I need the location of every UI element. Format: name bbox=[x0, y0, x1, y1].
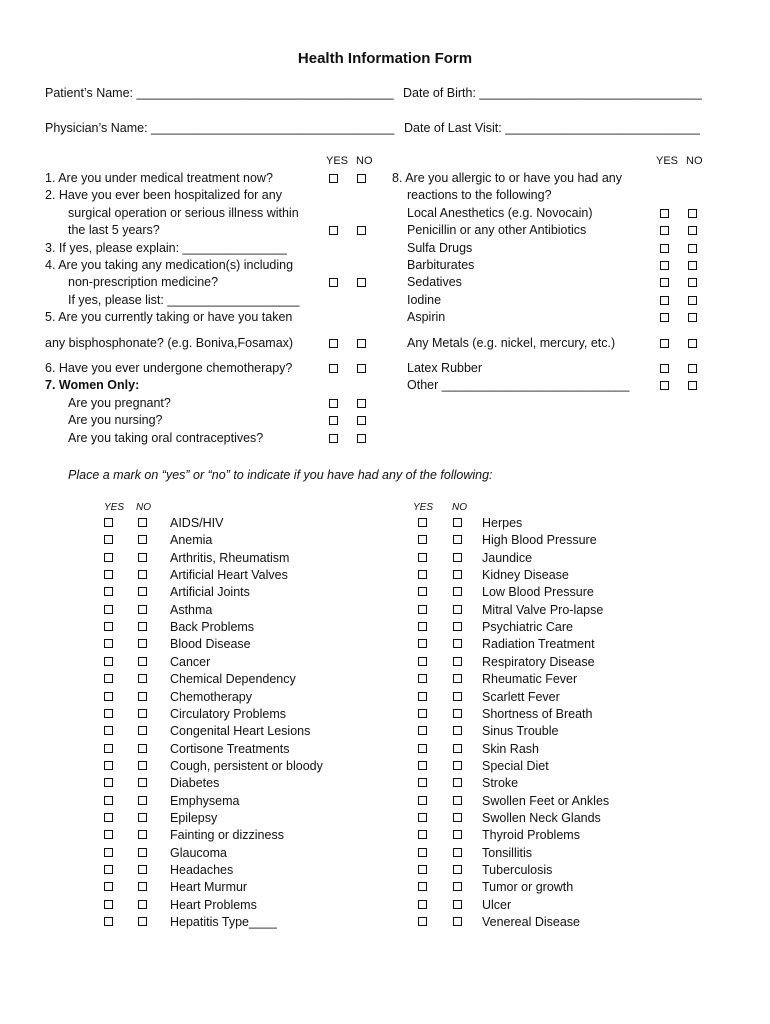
condition-yes-checkbox[interactable] bbox=[104, 553, 113, 562]
condition-yes-checkbox[interactable] bbox=[104, 622, 113, 631]
condition-label: Radiation Treatment bbox=[482, 637, 595, 652]
right-question-text: Sedatives bbox=[407, 275, 462, 290]
condition-no-checkbox[interactable] bbox=[453, 744, 462, 753]
condition-label: Shortness of Breath bbox=[482, 706, 593, 721]
condition-label: Asthma bbox=[170, 602, 213, 617]
condition-yes-checkbox[interactable] bbox=[104, 587, 113, 596]
left-no-checkbox[interactable] bbox=[357, 278, 366, 287]
left-question-text: 6. Have you ever undergone chemotherapy? bbox=[45, 361, 293, 375]
right-question-text: Penicillin or any other Antibiotics bbox=[407, 223, 587, 238]
right-no-checkbox[interactable] bbox=[688, 364, 697, 373]
left-no-checkbox[interactable] bbox=[357, 416, 366, 425]
condition-yes-checkbox[interactable] bbox=[104, 657, 113, 666]
right-yes-checkbox[interactable] bbox=[660, 261, 669, 270]
condition-label: Herpes bbox=[482, 516, 523, 530]
condition-yes-checkbox[interactable] bbox=[418, 622, 427, 631]
condition-no-checkbox[interactable] bbox=[453, 692, 462, 701]
condition-label: Venereal Disease bbox=[482, 915, 580, 930]
condition-label: Cough, persistent or bloody bbox=[170, 758, 323, 773]
condition-label: Glaucoma bbox=[170, 845, 227, 860]
condition-yes-checkbox[interactable] bbox=[418, 726, 427, 735]
condition-yes-checkbox[interactable] bbox=[104, 518, 113, 527]
right-yes-checkbox[interactable] bbox=[660, 296, 669, 305]
condition-yes-checkbox[interactable] bbox=[418, 813, 427, 822]
condition-yes-checkbox[interactable] bbox=[418, 796, 427, 805]
condition-yes-checkbox[interactable] bbox=[418, 605, 427, 614]
condition-no-checkbox[interactable] bbox=[138, 587, 147, 596]
condition-yes-checkbox[interactable] bbox=[104, 744, 113, 753]
left-no-checkbox[interactable] bbox=[357, 364, 366, 373]
yes-header-left: YES bbox=[326, 155, 349, 167]
right-question-text: Other ___________________________ bbox=[407, 378, 630, 393]
left-question-text: 7. Women Only: bbox=[45, 378, 140, 393]
condition-yes-checkbox[interactable] bbox=[418, 865, 427, 874]
dob-field[interactable]: Date of Birth: ________________________________ bbox=[403, 86, 702, 100]
condition-label: Jaundice bbox=[482, 550, 533, 565]
left-yes-checkbox[interactable] bbox=[329, 174, 338, 183]
right-no-checkbox[interactable] bbox=[688, 278, 697, 287]
condition-label: Emphysema bbox=[170, 793, 240, 808]
condition-label: Tonsillitis bbox=[482, 845, 533, 860]
left-no-checkbox[interactable] bbox=[357, 174, 366, 183]
condition-label: Ulcer bbox=[482, 897, 512, 912]
condition-yes-checkbox[interactable] bbox=[418, 570, 427, 579]
instruction-text: Place a mark on “yes” or “no” to indicate if you have had any of the following: bbox=[68, 468, 493, 482]
condition-yes-checkbox[interactable] bbox=[418, 553, 427, 562]
right-question-text: Aspirin bbox=[407, 310, 446, 325]
left-yes-checkbox[interactable] bbox=[329, 434, 338, 443]
right-yes-checkbox[interactable] bbox=[660, 364, 669, 373]
condition-no-checkbox[interactable] bbox=[138, 796, 147, 805]
condition-label: Mitral Valve Pro-lapse bbox=[482, 602, 604, 617]
condition-no-checkbox[interactable] bbox=[138, 865, 147, 874]
condition-yes-checkbox[interactable] bbox=[418, 900, 427, 909]
condition-yes-checkbox[interactable] bbox=[104, 848, 113, 857]
condition-label: Tumor or growth bbox=[482, 880, 574, 895]
right-yes-checkbox[interactable] bbox=[660, 244, 669, 253]
condition-label: Chemotherapy bbox=[170, 689, 252, 704]
left-question-text: surgical operation or serious illness within bbox=[68, 205, 299, 220]
condition-no-checkbox[interactable] bbox=[453, 830, 462, 839]
right-yes-checkbox[interactable] bbox=[660, 278, 669, 287]
right-question-text: Any Metals (e.g. nickel, mercury, etc.) bbox=[407, 335, 616, 350]
left-yes-checkbox[interactable] bbox=[329, 339, 338, 348]
condition-no-checkbox[interactable] bbox=[138, 761, 147, 770]
condition-label: Chemical Dependency bbox=[170, 672, 296, 687]
condition-label: Headaches bbox=[170, 863, 234, 877]
condition-label: Congenital Heart Lesions bbox=[170, 724, 311, 739]
condition-yes-checkbox[interactable] bbox=[418, 848, 427, 857]
condition-yes-checkbox[interactable] bbox=[418, 639, 427, 648]
condition-no-checkbox[interactable] bbox=[453, 848, 462, 857]
condition-yes-checkbox[interactable] bbox=[418, 778, 427, 787]
left-question-text: 2. Have you ever been hospitalized for any bbox=[45, 188, 282, 203]
condition-no-checkbox[interactable] bbox=[138, 744, 147, 753]
condition-no-checkbox[interactable] bbox=[453, 917, 462, 926]
condition-no-checkbox[interactable] bbox=[453, 639, 462, 648]
right-yes-checkbox[interactable] bbox=[660, 226, 669, 235]
condition-yes-checkbox[interactable] bbox=[104, 726, 113, 735]
condition-yes-checkbox[interactable] bbox=[418, 657, 427, 666]
right-question-text: 8. Are you allergic to or have you had any bbox=[392, 171, 623, 185]
condition-no-checkbox[interactable] bbox=[138, 848, 147, 857]
condition-yes-checkbox[interactable] bbox=[104, 709, 113, 718]
condition-label: Swollen Feet or Ankles bbox=[482, 793, 610, 808]
right-question-text: Sulfa Drugs bbox=[407, 240, 473, 255]
condition-label: Arthritis, Rheumatism bbox=[170, 550, 290, 565]
condition-yes-checkbox[interactable] bbox=[104, 605, 113, 614]
left-question-text: 3. If yes, please explain: _______________ bbox=[45, 240, 287, 255]
condition-label: Blood Disease bbox=[170, 637, 251, 652]
condition-label: Fainting or dizziness bbox=[170, 828, 284, 843]
page-title: Health Information Form bbox=[297, 50, 473, 67]
left-no-checkbox[interactable] bbox=[357, 226, 366, 235]
condition-no-checkbox[interactable] bbox=[453, 535, 462, 544]
last-visit-field[interactable]: Date of Last Visit: ____________________________ bbox=[404, 121, 700, 135]
condition-no-checkbox[interactable] bbox=[453, 796, 462, 805]
condition-yes-checkbox[interactable] bbox=[418, 692, 427, 701]
condition-label: Heart Murmur bbox=[170, 880, 248, 895]
condition-yes-checkbox[interactable] bbox=[418, 882, 427, 891]
left-question-text: any bisphosphonate? (e.g. Boniva,Fosamax) bbox=[45, 335, 294, 350]
right-no-checkbox[interactable] bbox=[688, 296, 697, 305]
condition-yes-checkbox[interactable] bbox=[418, 535, 427, 544]
left-question-text: 5. Are you currently taking or have you taken bbox=[45, 310, 293, 325]
yes-header-right: YES bbox=[656, 155, 679, 167]
condition-label: Sinus Trouble bbox=[482, 724, 559, 739]
condition-no-checkbox[interactable] bbox=[453, 553, 462, 562]
condition-label: Artificial Heart Valves bbox=[170, 568, 288, 583]
left-no-checkbox[interactable] bbox=[357, 399, 366, 408]
condition-no-checkbox[interactable] bbox=[453, 605, 462, 614]
condition-no-checkbox[interactable] bbox=[453, 674, 462, 683]
right-question-text: Local Anesthetics (e.g. Novocain) bbox=[407, 205, 593, 220]
condition-yes-checkbox[interactable] bbox=[418, 744, 427, 753]
condition-label: Rheumatic Fever bbox=[482, 672, 578, 687]
condition-yes-checkbox[interactable] bbox=[104, 813, 113, 822]
condition-yes-checkbox[interactable] bbox=[418, 674, 427, 683]
condition-label: Back Problems bbox=[170, 620, 255, 635]
right-question-text: Latex Rubber bbox=[407, 361, 483, 375]
condition-label: Respiratory Disease bbox=[482, 654, 595, 669]
condition-no-checkbox[interactable] bbox=[138, 639, 147, 648]
condition-no-checkbox[interactable] bbox=[138, 657, 147, 666]
left-question-text: 1. Are you under medical treatment now? bbox=[45, 171, 273, 185]
right-no-checkbox[interactable] bbox=[688, 381, 697, 390]
left-no-checkbox[interactable] bbox=[357, 339, 366, 348]
condition-yes-checkbox[interactable] bbox=[104, 674, 113, 683]
condition-label: Artificial Joints bbox=[170, 585, 250, 600]
condition-no-checkbox[interactable] bbox=[453, 900, 462, 909]
condition-no-checkbox[interactable] bbox=[138, 778, 147, 787]
condition-label: Diabetes bbox=[170, 776, 220, 791]
left-yes-checkbox[interactable] bbox=[329, 364, 338, 373]
condition-yes-checkbox[interactable] bbox=[104, 639, 113, 648]
left-yes-checkbox[interactable] bbox=[329, 226, 338, 235]
right-question-text: Barbiturates bbox=[407, 258, 475, 272]
condition-yes-checkbox[interactable] bbox=[104, 900, 113, 909]
condition-label: Anemia bbox=[170, 533, 213, 548]
left-question-text: non-prescription medicine? bbox=[68, 275, 219, 290]
condition-no-checkbox[interactable] bbox=[453, 518, 462, 527]
condition-no-checkbox[interactable] bbox=[138, 900, 147, 909]
condition-no-checkbox[interactable] bbox=[453, 570, 462, 579]
left-question-text: Are you nursing? bbox=[68, 413, 163, 428]
condition-label: Psychiatric Care bbox=[482, 620, 573, 635]
condition-yes-checkbox[interactable] bbox=[104, 761, 113, 770]
condition-no-checkbox[interactable] bbox=[138, 830, 147, 839]
condition-label: Epilepsy bbox=[170, 810, 218, 825]
condition-no-checkbox[interactable] bbox=[453, 813, 462, 822]
left-yes-checkbox[interactable] bbox=[329, 399, 338, 408]
right-no-checkbox[interactable] bbox=[688, 339, 697, 348]
left-question-text: the last 5 years? bbox=[68, 223, 160, 238]
condition-no-checkbox[interactable] bbox=[138, 882, 147, 891]
condition-label: Thyroid Problems bbox=[482, 828, 580, 843]
condition-label: Swollen Neck Glands bbox=[482, 810, 601, 825]
condition-no-checkbox[interactable] bbox=[453, 865, 462, 874]
condition-no-checkbox[interactable] bbox=[453, 709, 462, 718]
right-no-checkbox[interactable] bbox=[688, 244, 697, 253]
right-no-checkbox[interactable] bbox=[688, 261, 697, 270]
condition-no-checkbox[interactable] bbox=[138, 692, 147, 701]
right-yes-checkbox[interactable] bbox=[660, 209, 669, 218]
right-no-checkbox[interactable] bbox=[688, 226, 697, 235]
left-yes-checkbox[interactable] bbox=[329, 278, 338, 287]
condition-no-checkbox[interactable] bbox=[138, 709, 147, 718]
right-question-text: reactions to the following? bbox=[407, 188, 552, 203]
condition-no-checkbox[interactable] bbox=[453, 622, 462, 631]
condition-no-checkbox[interactable] bbox=[453, 657, 462, 666]
condition-label: High Blood Pressure bbox=[482, 533, 597, 548]
condition-yes-checkbox[interactable] bbox=[104, 917, 113, 926]
right-yes-checkbox[interactable] bbox=[660, 381, 669, 390]
condition-no-checkbox[interactable] bbox=[138, 622, 147, 631]
condition-yes-checkbox[interactable] bbox=[104, 570, 113, 579]
condition-label: Heart Problems bbox=[170, 897, 257, 912]
condition-no-checkbox[interactable] bbox=[138, 553, 147, 562]
condition-no-checkbox[interactable] bbox=[138, 605, 147, 614]
condition-label: Special Diet bbox=[482, 758, 549, 773]
condition-yes-checkbox[interactable] bbox=[418, 917, 427, 926]
condition-yes-checkbox[interactable] bbox=[418, 761, 427, 770]
left-no-checkbox[interactable] bbox=[357, 434, 366, 443]
left-question-text: 4. Are you taking any medication(s) including bbox=[45, 258, 294, 272]
condition-no-checkbox[interactable] bbox=[138, 570, 147, 579]
condition-yes-checkbox[interactable] bbox=[418, 518, 427, 527]
right-yes-checkbox[interactable] bbox=[660, 339, 669, 348]
right-no-checkbox[interactable] bbox=[688, 313, 697, 322]
condition-yes-checkbox[interactable] bbox=[418, 709, 427, 718]
condition-yes-checkbox[interactable] bbox=[104, 535, 113, 544]
condition-label: Stroke bbox=[482, 776, 519, 791]
condition-label: Hepatitis Type____ bbox=[170, 915, 277, 930]
condition-yes-checkbox[interactable] bbox=[104, 692, 113, 701]
right-yes-checkbox[interactable] bbox=[660, 313, 669, 322]
left-question-text: Are you pregnant? bbox=[68, 395, 171, 410]
condition-no-checkbox[interactable] bbox=[138, 535, 147, 544]
right-question-text: Iodine bbox=[407, 292, 442, 307]
left-question-text: If yes, please list: ___________________ bbox=[68, 292, 300, 307]
yes-header-conditions-right: YES bbox=[413, 502, 434, 513]
condition-no-checkbox[interactable] bbox=[453, 761, 462, 770]
no-header-right: NO bbox=[686, 155, 703, 167]
condition-no-checkbox[interactable] bbox=[138, 726, 147, 735]
condition-no-checkbox[interactable] bbox=[453, 587, 462, 596]
condition-no-checkbox[interactable] bbox=[138, 518, 147, 527]
condition-no-checkbox[interactable] bbox=[453, 882, 462, 891]
condition-label: Skin Rash bbox=[482, 741, 539, 756]
condition-no-checkbox[interactable] bbox=[138, 917, 147, 926]
condition-yes-checkbox[interactable] bbox=[418, 587, 427, 596]
physician-name-field[interactable]: Physician’s Name: ___________________________________ bbox=[45, 121, 395, 135]
left-yes-checkbox[interactable] bbox=[329, 416, 338, 425]
no-header-conditions-left: NO bbox=[136, 502, 151, 513]
condition-label: Low Blood Pressure bbox=[482, 585, 594, 600]
condition-yes-checkbox[interactable] bbox=[104, 830, 113, 839]
left-question-text: Are you taking oral contraceptives? bbox=[68, 430, 264, 445]
yes-header-conditions-left: YES bbox=[104, 502, 125, 513]
condition-yes-checkbox[interactable] bbox=[418, 830, 427, 839]
condition-label: Tuberculosis bbox=[482, 863, 553, 877]
condition-label: Cancer bbox=[170, 654, 211, 669]
condition-yes-checkbox[interactable] bbox=[104, 882, 113, 891]
condition-label: AIDS/HIV bbox=[170, 516, 224, 530]
condition-label: Kidney Disease bbox=[482, 568, 569, 583]
condition-no-checkbox[interactable] bbox=[138, 813, 147, 822]
condition-no-checkbox[interactable] bbox=[453, 778, 462, 787]
condition-label: Circulatory Problems bbox=[170, 706, 287, 721]
condition-yes-checkbox[interactable] bbox=[104, 778, 113, 787]
condition-no-checkbox[interactable] bbox=[138, 674, 147, 683]
condition-label: Cortisone Treatments bbox=[170, 741, 290, 756]
no-header-conditions-right: NO bbox=[452, 502, 467, 513]
condition-label: Scarlett Fever bbox=[482, 689, 560, 704]
patient-name-field[interactable]: Patient’s Name: _____________________________________ bbox=[45, 86, 394, 100]
condition-yes-checkbox[interactable] bbox=[104, 865, 113, 874]
condition-yes-checkbox[interactable] bbox=[104, 796, 113, 805]
no-header-left: NO bbox=[356, 155, 373, 167]
condition-no-checkbox[interactable] bbox=[453, 726, 462, 735]
right-no-checkbox[interactable] bbox=[688, 209, 697, 218]
